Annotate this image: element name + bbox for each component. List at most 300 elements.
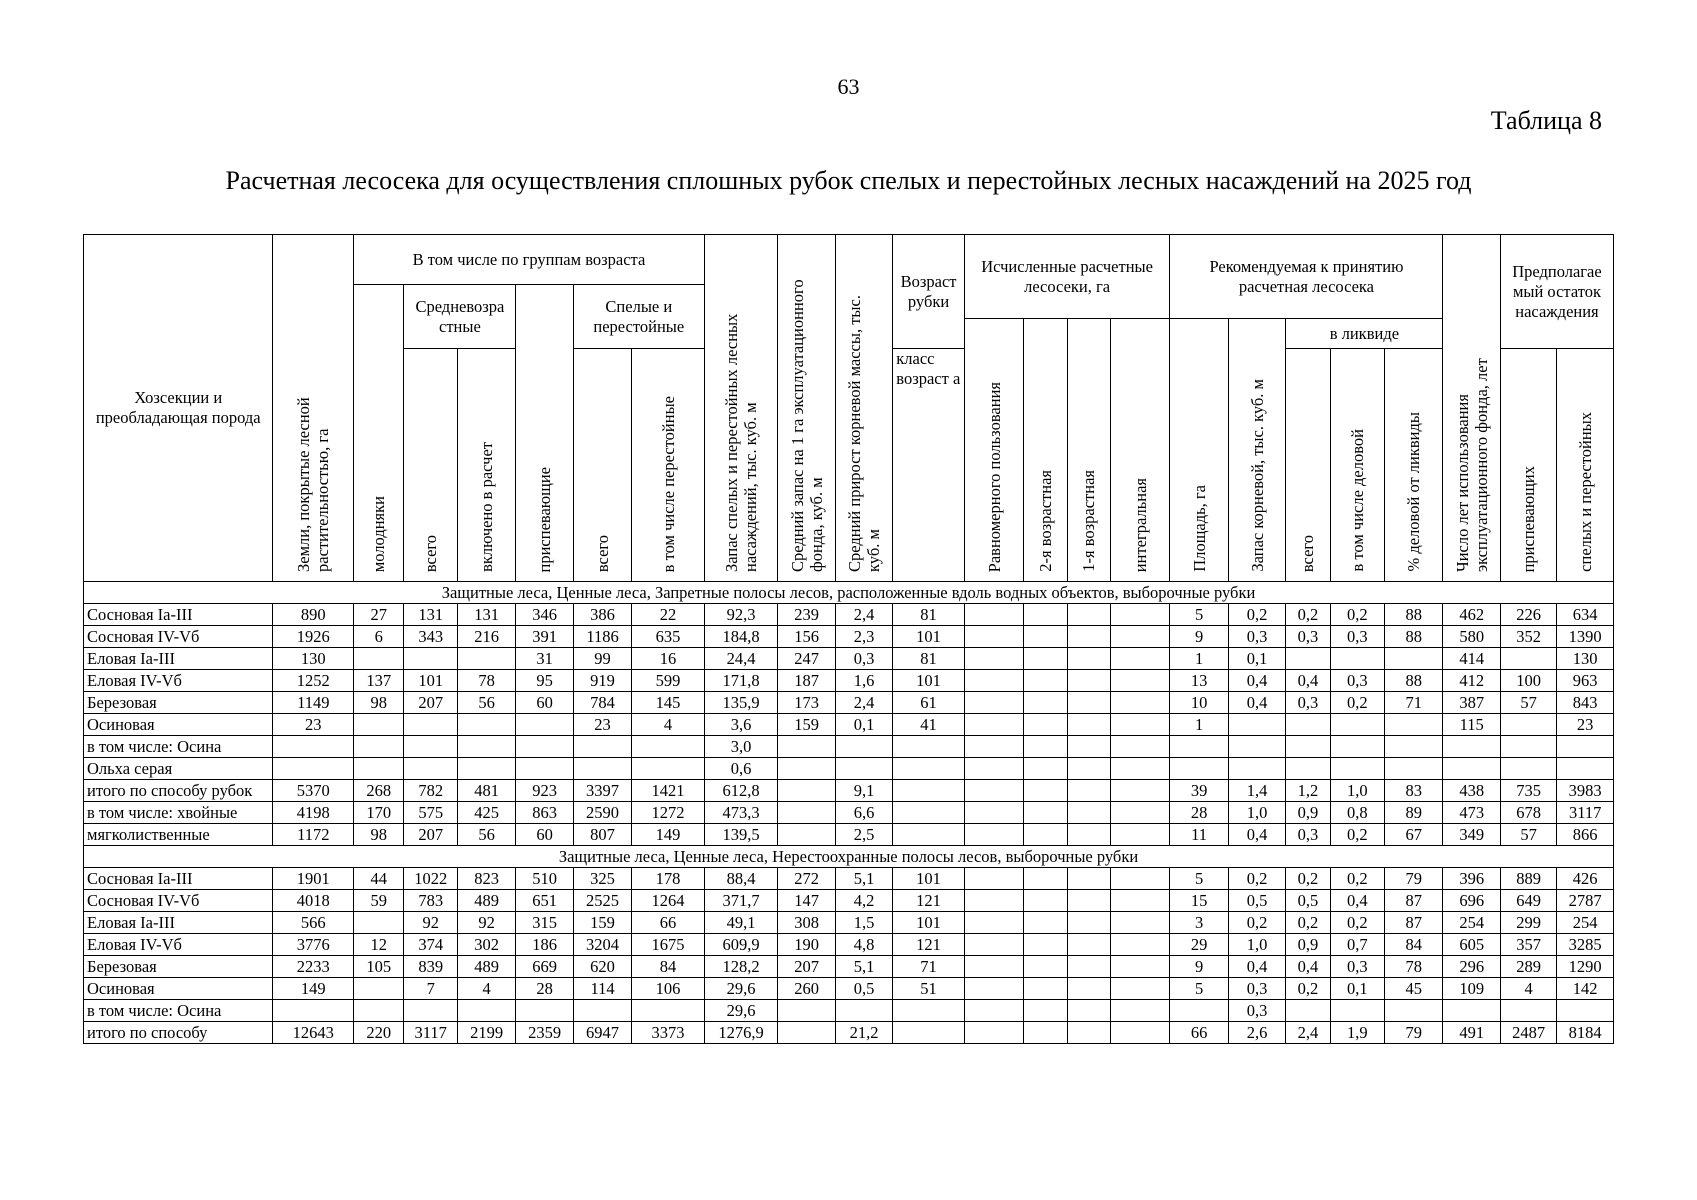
value-cell: 599 xyxy=(632,670,705,692)
header-middle-total-text: всего xyxy=(421,534,441,572)
value-cell: 1022 xyxy=(404,868,457,890)
value-cell: 145 xyxy=(632,692,705,714)
value-cell: 84 xyxy=(1385,934,1443,956)
value-cell: 4 xyxy=(457,978,515,1000)
value-cell: 1,4 xyxy=(1228,780,1285,802)
value-cell xyxy=(1067,868,1110,890)
value-cell xyxy=(1443,758,1500,780)
value-cell xyxy=(1067,626,1110,648)
table-row xyxy=(84,736,1614,758)
value-cell xyxy=(1385,1000,1443,1022)
value-cell: 87 xyxy=(1385,890,1443,912)
value-cell: 159 xyxy=(573,912,631,934)
value-cell xyxy=(964,824,1023,846)
value-cell: 149 xyxy=(273,978,354,1000)
table-row xyxy=(84,1000,1614,1022)
value-cell: 101 xyxy=(893,868,965,890)
value-cell: 4 xyxy=(1500,978,1556,1000)
value-cell: 98 xyxy=(354,692,404,714)
value-cell: 609,9 xyxy=(704,934,778,956)
value-cell: 462 xyxy=(1443,604,1500,626)
value-cell xyxy=(1557,1000,1614,1022)
value-cell: 100 xyxy=(1500,670,1556,692)
value-cell xyxy=(1024,868,1067,890)
species-cell: в том числе: Осина xyxy=(84,736,273,758)
value-cell: 843 xyxy=(1557,692,1614,714)
header-premature-text: приспевающие xyxy=(535,466,555,572)
value-cell: 473 xyxy=(1443,802,1500,824)
value-cell: 29 xyxy=(1170,934,1228,956)
value-cell xyxy=(778,1000,835,1022)
value-cell xyxy=(1024,824,1067,846)
value-cell xyxy=(354,648,404,670)
value-cell xyxy=(778,736,835,758)
value-cell: 374 xyxy=(404,934,457,956)
value-cell: 4 xyxy=(632,714,705,736)
value-cell: 207 xyxy=(778,956,835,978)
value-cell: 207 xyxy=(404,824,457,846)
value-cell: 1675 xyxy=(632,934,705,956)
value-cell: 2525 xyxy=(573,890,631,912)
value-cell: 78 xyxy=(457,670,515,692)
value-cell: 184,8 xyxy=(704,626,778,648)
value-cell: 81 xyxy=(893,648,965,670)
value-cell: 114 xyxy=(573,978,631,1000)
value-cell xyxy=(778,1022,835,1044)
value-cell: 89 xyxy=(1385,802,1443,824)
value-cell xyxy=(1067,1022,1110,1044)
value-cell xyxy=(457,758,515,780)
header-mature-overmature xyxy=(632,349,705,582)
value-cell: 426 xyxy=(1557,868,1614,890)
value-cell xyxy=(354,978,404,1000)
value-cell: 6 xyxy=(354,626,404,648)
value-cell xyxy=(457,1000,515,1022)
value-cell xyxy=(893,1022,965,1044)
species-cell: Осиновая xyxy=(84,978,273,1000)
value-cell: 101 xyxy=(404,670,457,692)
value-cell xyxy=(1330,736,1384,758)
value-cell: 39 xyxy=(1170,780,1228,802)
value-cell: 1276,9 xyxy=(704,1022,778,1044)
value-cell: 0,4 xyxy=(1286,956,1330,978)
value-cell: 823 xyxy=(457,868,515,890)
value-cell xyxy=(1443,736,1500,758)
value-cell: 1,5 xyxy=(835,912,892,934)
header-calc-cuts: Исчисленные расчетные лесосеки, га xyxy=(964,235,1170,319)
value-cell: 139,5 xyxy=(704,824,778,846)
value-cell: 207 xyxy=(404,692,457,714)
value-cell xyxy=(1110,868,1169,890)
value-cell: 3,6 xyxy=(704,714,778,736)
value-cell: 612,8 xyxy=(704,780,778,802)
value-cell: 57 xyxy=(1500,692,1556,714)
value-cell: 566 xyxy=(273,912,354,934)
value-cell xyxy=(1330,758,1384,780)
value-cell: 575 xyxy=(404,802,457,824)
value-cell: 0,4 xyxy=(1228,692,1285,714)
header-integral-text: интегральная xyxy=(1130,477,1150,572)
value-cell: 5 xyxy=(1170,604,1228,626)
table-body xyxy=(84,582,1614,1044)
value-cell: 81 xyxy=(893,604,965,626)
header-land-area-text: Земли, покрытые лесной растительностью, га xyxy=(294,397,333,572)
value-cell: 315 xyxy=(516,912,573,934)
value-cell xyxy=(1286,1000,1330,1022)
value-cell: 0,3 xyxy=(1228,626,1285,648)
value-cell xyxy=(404,714,457,736)
value-cell: 308 xyxy=(778,912,835,934)
table-row xyxy=(84,868,1614,890)
value-cell: 87 xyxy=(1385,912,1443,934)
species-cell: Осиновая xyxy=(84,714,273,736)
value-cell: 260 xyxy=(778,978,835,1000)
value-cell xyxy=(835,736,892,758)
value-cell: 254 xyxy=(1443,912,1500,934)
value-cell xyxy=(778,780,835,802)
header-young xyxy=(354,285,404,582)
value-cell xyxy=(457,714,515,736)
value-cell: 22 xyxy=(632,604,705,626)
value-cell: 1186 xyxy=(573,626,631,648)
value-cell: 735 xyxy=(1500,780,1556,802)
value-cell xyxy=(1170,1000,1228,1022)
value-cell: 412 xyxy=(1443,670,1500,692)
value-cell: 23 xyxy=(573,714,631,736)
species-cell: Сосновая IV-Vб xyxy=(84,890,273,912)
value-cell xyxy=(1024,1000,1067,1022)
value-cell: 3285 xyxy=(1557,934,1614,956)
value-cell xyxy=(1067,736,1110,758)
value-cell xyxy=(964,780,1023,802)
header-land-area xyxy=(273,235,354,582)
value-cell: 106 xyxy=(632,978,705,1000)
value-cell: 1290 xyxy=(1557,956,1614,978)
value-cell: 651 xyxy=(516,890,573,912)
value-cell: 171,8 xyxy=(704,670,778,692)
value-cell: 0,3 xyxy=(1330,956,1384,978)
header-middle: Средневозра стные xyxy=(404,285,516,349)
value-cell: 1252 xyxy=(273,670,354,692)
value-cell: 438 xyxy=(1443,780,1500,802)
value-cell: 115 xyxy=(1443,714,1500,736)
value-cell xyxy=(1024,912,1067,934)
value-cell xyxy=(1067,780,1110,802)
value-cell xyxy=(1500,648,1556,670)
value-cell: 5370 xyxy=(273,780,354,802)
header-middle-included-text: включено в расчет xyxy=(477,442,497,572)
value-cell: 325 xyxy=(573,868,631,890)
table-row xyxy=(84,934,1614,956)
value-cell: 99 xyxy=(573,648,631,670)
value-cell xyxy=(516,714,573,736)
value-cell: 349 xyxy=(1443,824,1500,846)
value-cell xyxy=(964,802,1023,824)
value-cell: 3117 xyxy=(404,1022,457,1044)
species-cell: в том числе: хвойные xyxy=(84,802,273,824)
value-cell xyxy=(1330,1000,1384,1022)
value-cell xyxy=(1110,692,1169,714)
value-cell: 3397 xyxy=(573,780,631,802)
value-cell xyxy=(1024,736,1067,758)
value-cell: 95 xyxy=(516,670,573,692)
value-cell: 2,4 xyxy=(835,604,892,626)
value-cell xyxy=(1024,978,1067,1000)
value-cell: 23 xyxy=(273,714,354,736)
value-cell xyxy=(1500,714,1556,736)
value-cell: 220 xyxy=(354,1022,404,1044)
table-label: Таблица 8 xyxy=(1490,106,1602,135)
value-cell xyxy=(835,758,892,780)
value-cell: 386 xyxy=(573,604,631,626)
header-mature-total xyxy=(573,349,631,582)
header-liquid-business-text: в том числе деловой xyxy=(1347,429,1367,572)
value-cell: 170 xyxy=(354,802,404,824)
value-cell: 6947 xyxy=(573,1022,631,1044)
header-first-age-text: 1-я возрастная xyxy=(1079,470,1099,572)
value-cell: 0,5 xyxy=(835,978,892,1000)
section-header-row xyxy=(84,846,1614,868)
value-cell xyxy=(354,758,404,780)
header-age-class: класс возраст а xyxy=(893,349,965,582)
value-cell xyxy=(1024,648,1067,670)
value-cell xyxy=(1330,714,1384,736)
value-cell: 2,3 xyxy=(835,626,892,648)
value-cell xyxy=(354,714,404,736)
value-cell xyxy=(1067,934,1110,956)
table-row xyxy=(84,978,1614,1000)
header-area-text: Площадь, га xyxy=(1189,485,1209,572)
value-cell: 649 xyxy=(1500,890,1556,912)
lesoseka-table xyxy=(83,234,1614,1044)
value-cell xyxy=(1024,956,1067,978)
value-cell: 963 xyxy=(1557,670,1614,692)
value-cell xyxy=(964,670,1023,692)
value-cell: 3 xyxy=(1170,912,1228,934)
value-cell xyxy=(1228,714,1285,736)
value-cell xyxy=(273,1000,354,1022)
value-cell xyxy=(1228,736,1285,758)
value-cell xyxy=(778,802,835,824)
value-cell: 190 xyxy=(778,934,835,956)
value-cell: 9 xyxy=(1170,956,1228,978)
header-avg-growth-text: Средний прирост корневой массы, тыс. куб. м xyxy=(845,295,884,572)
value-cell: 396 xyxy=(1443,868,1500,890)
value-cell: 6,6 xyxy=(835,802,892,824)
value-cell: 425 xyxy=(457,802,515,824)
value-cell xyxy=(1110,736,1169,758)
value-cell: 0,3 xyxy=(1330,670,1384,692)
value-cell xyxy=(1067,692,1110,714)
value-cell: 31 xyxy=(516,648,573,670)
value-cell xyxy=(1110,934,1169,956)
value-cell: 187 xyxy=(778,670,835,692)
value-cell xyxy=(1500,736,1556,758)
value-cell: 79 xyxy=(1385,868,1443,890)
species-cell: Сосновая IV-Vб xyxy=(84,626,273,648)
value-cell: 289 xyxy=(1500,956,1556,978)
value-cell: 101 xyxy=(893,670,965,692)
value-cell xyxy=(516,736,573,758)
header-avg-stock xyxy=(778,235,835,582)
value-cell: 473,3 xyxy=(704,802,778,824)
value-cell: 56 xyxy=(457,824,515,846)
value-cell xyxy=(1500,1000,1556,1022)
value-cell: 1149 xyxy=(273,692,354,714)
value-cell xyxy=(1110,912,1169,934)
value-cell: 5 xyxy=(1170,978,1228,1000)
value-cell: 0,1 xyxy=(1330,978,1384,1000)
header-avg-growth xyxy=(835,235,892,582)
value-cell: 5,1 xyxy=(835,868,892,890)
value-cell: 29,6 xyxy=(704,1000,778,1022)
value-cell xyxy=(273,758,354,780)
value-cell xyxy=(835,1000,892,1022)
value-cell: 272 xyxy=(778,868,835,890)
value-cell xyxy=(1067,978,1110,1000)
value-cell xyxy=(964,736,1023,758)
value-cell: 137 xyxy=(354,670,404,692)
value-cell: 49,1 xyxy=(704,912,778,934)
value-cell: 66 xyxy=(1170,1022,1228,1044)
value-cell: 0,1 xyxy=(835,714,892,736)
value-cell xyxy=(964,626,1023,648)
value-cell: 489 xyxy=(457,956,515,978)
value-cell: 84 xyxy=(632,956,705,978)
value-cell: 634 xyxy=(1557,604,1614,626)
species-cell: Сосновая Ia-III xyxy=(84,604,273,626)
value-cell xyxy=(1110,626,1169,648)
value-cell: 159 xyxy=(778,714,835,736)
value-cell: 56 xyxy=(457,692,515,714)
table-row xyxy=(84,692,1614,714)
value-cell: 3204 xyxy=(573,934,631,956)
value-cell xyxy=(778,824,835,846)
value-cell xyxy=(1067,890,1110,912)
value-cell: 12643 xyxy=(273,1022,354,1044)
value-cell xyxy=(1170,736,1228,758)
value-cell: 2,6 xyxy=(1228,1022,1285,1044)
value-cell: 149 xyxy=(632,824,705,846)
header-years-text: Число лет использования эксплуатационного фонда, лет xyxy=(1452,358,1491,572)
value-cell: 414 xyxy=(1443,648,1500,670)
value-cell xyxy=(964,648,1023,670)
value-cell: 60 xyxy=(516,824,573,846)
value-cell xyxy=(354,1000,404,1022)
value-cell: 807 xyxy=(573,824,631,846)
value-cell xyxy=(1110,890,1169,912)
value-cell: 346 xyxy=(516,604,573,626)
value-cell xyxy=(1024,692,1067,714)
value-cell: 387 xyxy=(1443,692,1500,714)
value-cell: 605 xyxy=(1443,934,1500,956)
value-cell xyxy=(964,978,1023,1000)
value-cell: 783 xyxy=(404,890,457,912)
value-cell xyxy=(1557,758,1614,780)
value-cell: 923 xyxy=(516,780,573,802)
table-row xyxy=(84,1022,1614,1044)
value-cell xyxy=(964,1022,1023,1044)
value-cell xyxy=(573,736,631,758)
value-cell: 79 xyxy=(1385,1022,1443,1044)
value-cell: 128,2 xyxy=(704,956,778,978)
value-cell: 88 xyxy=(1385,670,1443,692)
value-cell xyxy=(404,648,457,670)
value-cell: 0,2 xyxy=(1330,692,1384,714)
value-cell: 83 xyxy=(1385,780,1443,802)
species-cell: Еловая Ia-III xyxy=(84,912,273,934)
value-cell xyxy=(404,758,457,780)
value-cell: 60 xyxy=(516,692,573,714)
value-cell xyxy=(404,1000,457,1022)
header-liquid-pct-text: % деловой от ликвиды xyxy=(1404,412,1424,572)
page-number: 63 xyxy=(837,74,860,99)
value-cell: 45 xyxy=(1385,978,1443,1000)
value-cell: 0,2 xyxy=(1330,912,1384,934)
value-cell: 130 xyxy=(1557,648,1614,670)
value-cell: 0,2 xyxy=(1228,604,1285,626)
value-cell: 357 xyxy=(1500,934,1556,956)
value-cell: 109 xyxy=(1443,978,1500,1000)
value-cell: 0,3 xyxy=(1286,692,1330,714)
value-cell: 1,0 xyxy=(1330,780,1384,802)
value-cell xyxy=(964,912,1023,934)
value-cell xyxy=(964,934,1023,956)
value-cell: 839 xyxy=(404,956,457,978)
header-cut-age: Возраст рубки xyxy=(893,235,965,349)
table-header xyxy=(84,235,1614,582)
value-cell: 4,8 xyxy=(835,934,892,956)
value-cell: 92,3 xyxy=(704,604,778,626)
value-cell xyxy=(1024,890,1067,912)
value-cell: 1390 xyxy=(1557,626,1614,648)
value-cell xyxy=(1067,956,1110,978)
value-cell xyxy=(893,780,965,802)
value-cell: 105 xyxy=(354,956,404,978)
value-cell xyxy=(1024,780,1067,802)
value-cell: 0,3 xyxy=(1286,626,1330,648)
value-cell: 0,1 xyxy=(1228,648,1285,670)
value-cell: 302 xyxy=(457,934,515,956)
value-cell: 0,2 xyxy=(1330,604,1384,626)
value-cell xyxy=(778,758,835,780)
value-cell xyxy=(893,758,965,780)
species-cell: Еловая Ia-III xyxy=(84,648,273,670)
value-cell: 1,2 xyxy=(1286,780,1330,802)
value-cell xyxy=(1286,736,1330,758)
header-mature: Спелые и перестойные xyxy=(573,285,704,349)
value-cell: 0,3 xyxy=(835,648,892,670)
value-cell xyxy=(1024,758,1067,780)
value-cell: 3,0 xyxy=(704,736,778,758)
value-cell: 696 xyxy=(1443,890,1500,912)
value-cell xyxy=(964,868,1023,890)
value-cell: 782 xyxy=(404,780,457,802)
value-cell: 28 xyxy=(516,978,573,1000)
value-cell: 2787 xyxy=(1557,890,1614,912)
value-cell: 268 xyxy=(354,780,404,802)
value-cell: 101 xyxy=(893,912,965,934)
species-cell: мягколиственные xyxy=(84,824,273,846)
value-cell: 0,4 xyxy=(1286,670,1330,692)
header-years xyxy=(1443,235,1500,582)
table-row xyxy=(84,890,1614,912)
value-cell: 8184 xyxy=(1557,1022,1614,1044)
value-cell: 88 xyxy=(1385,626,1443,648)
value-cell xyxy=(964,604,1023,626)
value-cell: 10 xyxy=(1170,692,1228,714)
value-cell: 5 xyxy=(1170,868,1228,890)
